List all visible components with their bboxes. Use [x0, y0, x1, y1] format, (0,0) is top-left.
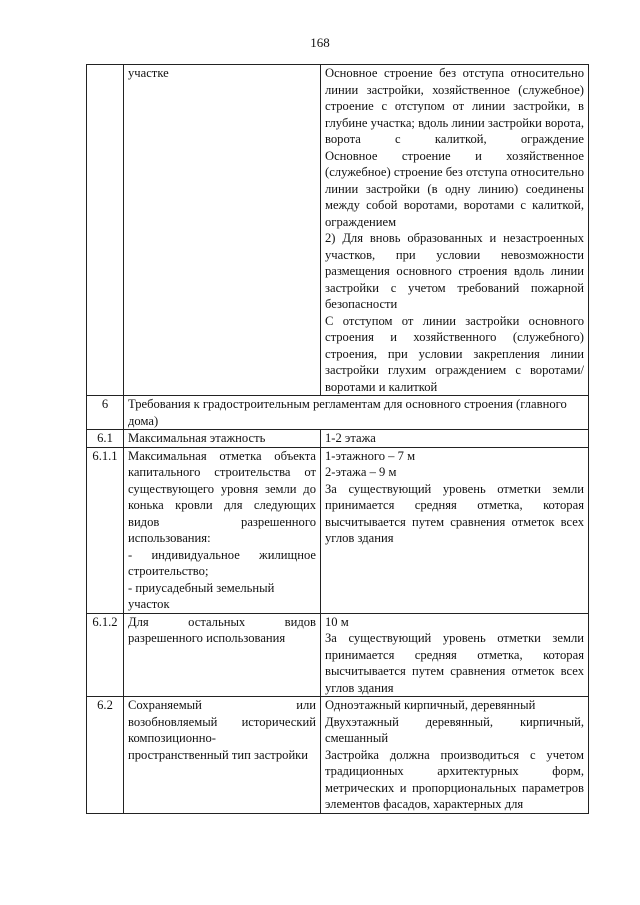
row-number — [87, 65, 124, 396]
parameter-value — [321, 613, 589, 697]
name-paragraph: Максимальная этажность — [128, 431, 266, 445]
parameter-name — [124, 430, 321, 448]
row-number: 6.1.2 — [87, 613, 124, 697]
parameter-name — [124, 447, 321, 613]
row-number: 6.1 — [87, 430, 124, 448]
name-paragraph: Сохраняемый или возобновляемый исторический композиционно-пространственный тип застройки — [128, 698, 316, 762]
parameter-value — [321, 447, 589, 613]
value-paragraph: 1-2 этажа — [325, 431, 376, 445]
name-paragraph: - приусадебный земельный участок — [128, 580, 275, 611]
value-paragraph: С отступом от линии застройки основного строения и хозяйственного (служебного) строения, при условии закрепления линии застройки глухим ограждением с воротами/воротами и калиткой — [325, 313, 584, 394]
regulations-table — [86, 64, 589, 814]
value-paragraph: За существующий уровень отметки земли принимается средняя отметка, которая высчитывается путем сравнения отметок всех углов здания — [325, 631, 584, 695]
value-paragraph: 10 м — [325, 614, 349, 629]
section-heading: Требования к градостроительным регламентам для основного строения (главного дома) — [124, 396, 589, 430]
value-paragraph: Застройка должна производиться с учетом традиционных архитектурных форм, метрических и пропорциональных параметров элементов фасадов, характерных для — [325, 747, 584, 811]
value-paragraph: Основное строение и хозяйственное (служебное) строение без отступа относительно линии застройки (в одну линию) соединены между собой воротами, воротами с калиткой, ограждением — [325, 148, 584, 229]
parameter-name — [124, 697, 321, 814]
table-row — [87, 447, 589, 613]
value-paragraph: 2-этажа – 9 м — [325, 465, 397, 479]
parameter-value — [321, 430, 589, 448]
row-number: 6.2 — [87, 697, 124, 814]
name-paragraph: Для остальных видов разрешенного использования — [128, 614, 316, 645]
parameter-name — [124, 613, 321, 697]
value-paragraph: 1-этажного – 7 м — [325, 448, 416, 463]
regulations-table-body — [87, 65, 589, 814]
table-row — [87, 430, 589, 448]
name-paragraph: - индивидуальное жилищное строительство; — [128, 547, 316, 578]
row-number: 6.1.1 — [87, 447, 124, 613]
value-paragraph: Одноэтажный кирпичный, деревянный — [325, 698, 536, 712]
row-number: 6 — [87, 396, 124, 430]
name-paragraph: участке — [128, 66, 169, 80]
page-number: 168 — [310, 35, 330, 50]
value-paragraph: За существующий уровень отметки земли принимается средняя отметка, которая высчитывается путем сравнения отметок всех углов здания — [325, 481, 584, 545]
value-paragraph: Основное строение без отступа относительно линии застройки, хозяйственное (служебное) строение с отступом от линии застройки, в глубине участка; вдоль линии застройки ворота, ворота с калиткой, ограждение — [325, 66, 584, 146]
parameter-value — [321, 65, 589, 396]
value-paragraph: 2) Для вновь образованных и незастроенных участков, при условии невозможности размещения основного строения вдоль линии застройки с учетом требований пожарной безопасности — [325, 231, 584, 311]
table-row — [87, 697, 589, 814]
value-paragraph: Двухэтажный деревянный, кирпичный, смешанный — [325, 714, 584, 745]
table-row — [87, 65, 589, 396]
table-row — [87, 396, 589, 430]
parameter-name — [124, 65, 321, 396]
parameter-value — [321, 697, 589, 814]
name-paragraph: Максимальная отметка объекта капитального строительства от существующего уровня земли до конька кровли для следующих видов разрешенного использования: — [128, 448, 316, 545]
table-row — [87, 613, 589, 697]
